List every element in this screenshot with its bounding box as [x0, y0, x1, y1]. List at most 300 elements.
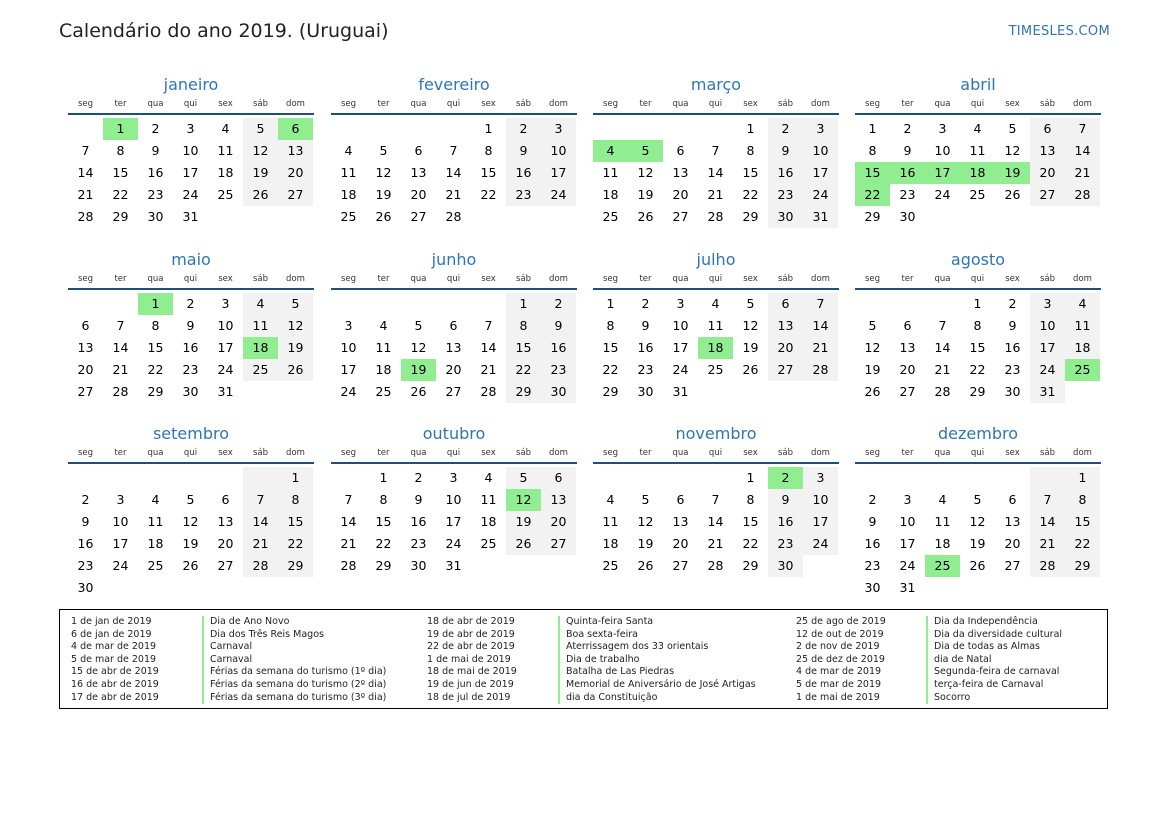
day-cell-holiday: 18 [698, 337, 733, 359]
day-cell: 23 [506, 184, 541, 206]
weekday-label: sáb [777, 99, 794, 109]
brand-link[interactable]: TIMESLES.COM [1008, 24, 1110, 39]
weekday-label: sex [218, 448, 233, 458]
day-cell: 3 [116, 492, 125, 507]
day-cell: 13 [217, 514, 234, 529]
day-cell: 9 [641, 318, 650, 333]
day-cell: 28 [243, 555, 278, 577]
weekday-label: qui [183, 99, 198, 109]
weekday-label: dom [286, 448, 305, 458]
day-cell: 9 [868, 514, 877, 529]
day-cell: 18 [340, 187, 357, 202]
day-cell: 18 [217, 165, 234, 180]
day-cell: 14 [1030, 511, 1065, 533]
day-cell: 22 [375, 536, 392, 551]
weekday-label: seg [77, 448, 94, 458]
day-cell: 8 [278, 489, 313, 511]
day-cell: 13 [445, 340, 462, 355]
legend-holiday-name: Férias da semana do turismo (3º dia) [202, 692, 386, 705]
day-cell: 14 [243, 511, 278, 533]
day-cell: 8 [1065, 489, 1100, 511]
day-cell: 25 [375, 384, 392, 399]
weekday-label: sex [743, 274, 758, 284]
day-cell: 28 [1030, 555, 1065, 577]
month-9 [68, 423, 314, 599]
day-empty [68, 293, 103, 315]
weekday-label: sáb [515, 274, 532, 284]
weekday-label: seg [602, 274, 619, 284]
day-cell: 24 [182, 187, 199, 202]
day-cell: 21 [1065, 162, 1100, 184]
day-cell: 31 [1030, 381, 1065, 403]
legend-holiday-name: dia da Constituição [558, 692, 756, 705]
day-cell: 23 [768, 533, 803, 555]
day-cell: 13 [77, 340, 94, 355]
weekday-label: sáb [1039, 448, 1056, 458]
weekday-header [331, 445, 577, 464]
month-name: abril [960, 75, 996, 94]
weekday-label: ter [901, 99, 914, 109]
weekday-label: ter [377, 274, 390, 284]
day-cell: 1 [379, 470, 388, 485]
day-cell-holiday: 12 [506, 489, 541, 511]
day-empty [243, 467, 278, 489]
legend-date: 19 de jun de 2019 [427, 678, 514, 690]
day-cell-holiday: 17 [925, 162, 960, 184]
day-cell: 21 [340, 536, 357, 551]
day-cell: 12 [637, 165, 654, 180]
day-cell: 6 [221, 492, 230, 507]
day-empty [960, 467, 995, 489]
day-cell: 10 [445, 492, 462, 507]
day-empty [663, 118, 698, 140]
weekday-label: ter [114, 274, 127, 284]
weekday-label: qui [183, 448, 198, 458]
day-cell: 29 [147, 384, 164, 399]
day-cell: 29 [742, 209, 759, 224]
day-cell: 27 [410, 209, 427, 224]
day-cell: 7 [344, 492, 353, 507]
weekday-label: qua [934, 448, 951, 458]
month-1 [68, 74, 314, 228]
day-grid [68, 293, 314, 403]
day-cell: 24 [541, 184, 576, 206]
legend-date: 25 de dez de 2019 [796, 653, 885, 665]
day-cell: 21 [803, 337, 838, 359]
weekday-header [68, 96, 314, 115]
day-cell: 8 [868, 143, 877, 158]
day-cell: 27 [672, 558, 689, 573]
day-cell: 5 [243, 118, 278, 140]
day-cell: 2 [506, 118, 541, 140]
legend-date: 1 de jan de 2019 [71, 616, 152, 627]
day-cell: 30 [182, 384, 199, 399]
day-cell: 9 [506, 140, 541, 162]
day-cell: 13 [899, 340, 916, 355]
day-cell: 18 [147, 536, 164, 551]
day-cell: 20 [445, 362, 462, 377]
day-cell: 14 [934, 340, 951, 355]
day-cell: 2 [541, 293, 576, 315]
weekday-label: dom [811, 448, 830, 458]
day-cell: 18 [934, 536, 951, 551]
day-cell: 3 [186, 121, 195, 136]
day-grid [593, 467, 839, 577]
day-cell: 27 [77, 384, 94, 399]
weekday-header [331, 271, 577, 290]
day-empty [925, 467, 960, 489]
legend-names-col-3 [926, 616, 1062, 704]
day-cell: 20 [672, 187, 689, 202]
day-empty [593, 467, 628, 489]
day-cell: 3 [676, 296, 685, 311]
day-cell-holiday: 1 [138, 293, 173, 315]
day-cell: 21 [112, 362, 129, 377]
day-cell: 3 [803, 118, 838, 140]
day-cell: 24 [899, 558, 916, 573]
day-cell: 19 [637, 187, 654, 202]
day-cell: 2 [414, 470, 423, 485]
month-2 [331, 74, 577, 228]
legend-holiday-name: Dia dos Três Reis Magos [202, 629, 386, 642]
day-cell: 4 [151, 492, 160, 507]
day-cell: 3 [903, 492, 912, 507]
day-cell: 7 [116, 318, 125, 333]
day-cell: 5 [1008, 121, 1017, 136]
day-cell: 6 [414, 143, 423, 158]
weekday-label: sáb [1039, 99, 1056, 109]
day-grid [855, 293, 1101, 403]
day-cell: 5 [868, 318, 877, 333]
day-cell: 16 [768, 162, 803, 184]
month-3 [593, 74, 839, 228]
legend-holiday-name: Dia de Ano Novo [202, 616, 386, 629]
legend-holiday-name: Quinta-feira Santa [558, 616, 756, 629]
day-cell: 23 [182, 362, 199, 377]
day-empty [366, 293, 401, 315]
day-cell: 8 [484, 143, 493, 158]
day-cell: 16 [506, 162, 541, 184]
day-cell: 6 [541, 467, 576, 489]
day-cell: 7 [803, 293, 838, 315]
day-grid [855, 467, 1101, 599]
day-cell: 24 [934, 187, 951, 202]
day-cell: 19 [182, 536, 199, 551]
day-cell: 24 [112, 558, 129, 573]
day-cell: 6 [1008, 492, 1017, 507]
legend-date: 16 de abr de 2019 [71, 678, 159, 690]
day-cell: 30 [410, 558, 427, 573]
day-cell: 8 [606, 318, 615, 333]
day-cell: 12 [375, 165, 392, 180]
day-empty [331, 467, 366, 489]
day-cell: 17 [803, 511, 838, 533]
day-grid [331, 293, 577, 403]
day-cell: 2 [186, 296, 195, 311]
day-cell: 1 [606, 296, 615, 311]
day-cell: 19 [375, 187, 392, 202]
legend-date: 12 de out de 2019 [796, 628, 884, 640]
weekday-label: sáb [515, 448, 532, 458]
day-cell: 2 [641, 296, 650, 311]
day-empty [103, 293, 138, 315]
day-cell-holiday: 19 [401, 359, 436, 381]
legend-dates-col-3 [796, 616, 886, 704]
day-cell: 25 [969, 187, 986, 202]
weekday-label: seg [340, 274, 357, 284]
day-cell: 12 [410, 340, 427, 355]
day-empty [698, 467, 733, 489]
day-cell: 27 [541, 533, 576, 555]
weekday-header [855, 445, 1101, 464]
legend-holiday-name: Socorro [926, 692, 1062, 705]
day-empty [436, 118, 471, 140]
day-cell: 26 [637, 209, 654, 224]
day-cell: 23 [768, 184, 803, 206]
legend-date: 5 de mar de 2019 [71, 653, 157, 665]
legend-holiday-name: Segunda-feira de carnaval [926, 666, 1062, 679]
legend-date: 5 de mar de 2019 [796, 678, 882, 690]
legend-date: 4 de mar de 2019 [796, 666, 882, 678]
day-cell: 27 [1004, 558, 1021, 573]
day-cell: 15 [1065, 511, 1100, 533]
month-4 [855, 74, 1101, 228]
weekday-label: qua [147, 448, 164, 458]
legend-date: 18 de jul de 2019 [427, 691, 511, 703]
day-cell: 7 [1030, 489, 1065, 511]
day-cell: 7 [449, 143, 458, 158]
weekday-label: dom [1073, 274, 1092, 284]
month-name: outubro [422, 424, 486, 443]
day-cell: 6 [81, 318, 90, 333]
day-cell: 20 [217, 536, 234, 551]
weekday-label: dom [1073, 99, 1092, 109]
day-cell: 13 [768, 315, 803, 337]
day-cell: 3 [344, 318, 353, 333]
day-cell: 20 [1004, 536, 1021, 551]
weekday-label: sex [481, 274, 496, 284]
day-cell: 2 [903, 121, 912, 136]
weekday-label: sex [1005, 99, 1020, 109]
legend-holiday-name: Batalha de Las Piedras [558, 666, 756, 679]
weekday-header [593, 271, 839, 290]
day-cell: 26 [278, 359, 313, 381]
weekday-label: ter [114, 99, 127, 109]
day-cell: 5 [746, 296, 755, 311]
day-cell: 16 [768, 511, 803, 533]
weekday-label: qua [147, 274, 164, 284]
day-cell: 18 [602, 536, 619, 551]
day-cell-holiday: 1 [103, 118, 138, 140]
day-cell: 22 [742, 187, 759, 202]
legend-date: 4 de mar de 2019 [71, 641, 157, 653]
day-cell: 4 [1065, 293, 1100, 315]
legend-holiday-name: Dia da diversidade cultural [926, 629, 1062, 642]
weekday-label: seg [77, 274, 94, 284]
month-5 [68, 249, 314, 403]
day-cell: 5 [641, 492, 650, 507]
weekday-label: sex [1005, 448, 1020, 458]
day-cell: 16 [410, 514, 427, 529]
legend-dates-col-2 [427, 616, 517, 704]
day-cell: 9 [768, 140, 803, 162]
weekday-label: seg [340, 99, 357, 109]
day-cell: 28 [803, 359, 838, 381]
day-cell: 25 [217, 187, 234, 202]
day-cell: 27 [445, 384, 462, 399]
day-cell: 22 [602, 362, 619, 377]
legend-holiday-name: Dia de trabalho [558, 654, 756, 667]
day-cell: 30 [637, 384, 654, 399]
day-cell: 1 [1065, 467, 1100, 489]
month-name: junho [431, 250, 477, 269]
day-cell: 9 [768, 489, 803, 511]
legend-holiday-name: Carnaval [202, 641, 386, 654]
day-empty [1030, 467, 1065, 489]
day-cell: 30 [541, 381, 576, 403]
day-cell: 1 [746, 121, 755, 136]
day-cell: 21 [934, 362, 951, 377]
day-cell-holiday: 4 [593, 140, 628, 162]
day-cell: 14 [707, 165, 724, 180]
legend-holiday-name: dia de Natal [926, 654, 1062, 667]
weekday-label: qui [446, 99, 461, 109]
day-cell: 25 [707, 362, 724, 377]
day-cell: 3 [1030, 293, 1065, 315]
weekday-label: seg [864, 99, 881, 109]
month-10 [331, 423, 577, 577]
day-empty [628, 467, 663, 489]
day-cell: 1 [484, 121, 493, 136]
day-cell: 24 [340, 384, 357, 399]
weekday-header [593, 96, 839, 115]
day-cell: 5 [414, 318, 423, 333]
day-cell: 8 [379, 492, 388, 507]
day-cell: 3 [541, 118, 576, 140]
day-cell: 10 [934, 143, 951, 158]
day-cell-holiday: 18 [243, 337, 278, 359]
weekday-label: seg [602, 448, 619, 458]
day-cell: 12 [243, 140, 278, 162]
weekday-header [331, 96, 577, 115]
day-cell: 17 [803, 162, 838, 184]
day-cell: 19 [506, 511, 541, 533]
day-cell: 11 [243, 315, 278, 337]
day-cell: 10 [541, 140, 576, 162]
day-cell-holiday: 19 [995, 162, 1030, 184]
day-empty [925, 293, 960, 315]
day-cell: 19 [742, 340, 759, 355]
day-cell: 20 [768, 337, 803, 359]
day-cell-holiday: 18 [960, 162, 995, 184]
day-cell: 19 [637, 536, 654, 551]
day-cell: 28 [77, 209, 94, 224]
weekday-label: qui [970, 448, 985, 458]
day-cell: 26 [410, 384, 427, 399]
day-cell: 18 [602, 187, 619, 202]
day-cell: 6 [676, 492, 685, 507]
day-cell: 22 [969, 362, 986, 377]
day-cell: 4 [938, 492, 947, 507]
day-cell: 14 [707, 514, 724, 529]
day-cell: 24 [1030, 359, 1065, 381]
day-cell: 2 [768, 118, 803, 140]
legend-holiday-name: Dia da Independência [926, 616, 1062, 629]
day-cell: 17 [340, 362, 357, 377]
day-cell: 28 [340, 558, 357, 573]
day-cell: 26 [243, 184, 278, 206]
weekday-label: ter [639, 274, 652, 284]
day-cell: 22 [1065, 533, 1100, 555]
day-cell-holiday: 16 [890, 162, 925, 184]
day-cell: 9 [1008, 318, 1017, 333]
day-cell: 26 [1004, 187, 1021, 202]
day-cell: 16 [1004, 340, 1021, 355]
day-cell: 15 [480, 165, 497, 180]
day-cell: 25 [602, 558, 619, 573]
day-cell: 4 [484, 470, 493, 485]
day-empty [890, 293, 925, 315]
day-cell: 9 [903, 143, 912, 158]
day-cell: 28 [707, 209, 724, 224]
day-cell: 25 [340, 209, 357, 224]
day-cell: 29 [742, 558, 759, 573]
day-cell: 13 [541, 489, 576, 511]
weekday-label: qua [934, 99, 951, 109]
day-cell: 5 [278, 293, 313, 315]
day-cell: 20 [899, 362, 916, 377]
day-empty [890, 467, 925, 489]
day-cell: 6 [449, 318, 458, 333]
weekday-label: qui [708, 274, 723, 284]
day-cell: 19 [864, 362, 881, 377]
day-cell: 24 [803, 184, 838, 206]
day-cell: 27 [1030, 184, 1065, 206]
page-title: Calendário do ano 2019. (Uruguai) [59, 20, 389, 42]
day-cell: 26 [637, 558, 654, 573]
weekday-label: qui [970, 99, 985, 109]
day-cell: 27 [217, 558, 234, 573]
weekday-label: qui [446, 448, 461, 458]
day-cell: 30 [899, 209, 916, 224]
weekday-label: qua [672, 448, 689, 458]
weekday-label: sáb [777, 274, 794, 284]
weekday-label: dom [549, 99, 568, 109]
day-cell: 30 [768, 206, 803, 228]
day-cell: 29 [506, 381, 541, 403]
weekday-label: qui [708, 448, 723, 458]
day-grid [331, 467, 577, 577]
day-cell: 22 [147, 362, 164, 377]
weekday-label: dom [811, 99, 830, 109]
day-empty [663, 467, 698, 489]
day-cell: 25 [147, 558, 164, 573]
day-cell: 4 [243, 293, 278, 315]
day-cell: 16 [182, 340, 199, 355]
day-cell: 25 [602, 209, 619, 224]
day-cell: 9 [541, 315, 576, 337]
day-grid [68, 467, 314, 599]
day-cell: 31 [803, 206, 838, 228]
day-cell: 24 [672, 362, 689, 377]
day-cell: 10 [182, 143, 199, 158]
day-cell: 17 [899, 536, 916, 551]
day-cell: 9 [151, 143, 160, 158]
weekday-header [855, 271, 1101, 290]
day-cell: 23 [864, 558, 881, 573]
day-cell-holiday: 15 [855, 162, 890, 184]
day-cell: 11 [340, 165, 357, 180]
